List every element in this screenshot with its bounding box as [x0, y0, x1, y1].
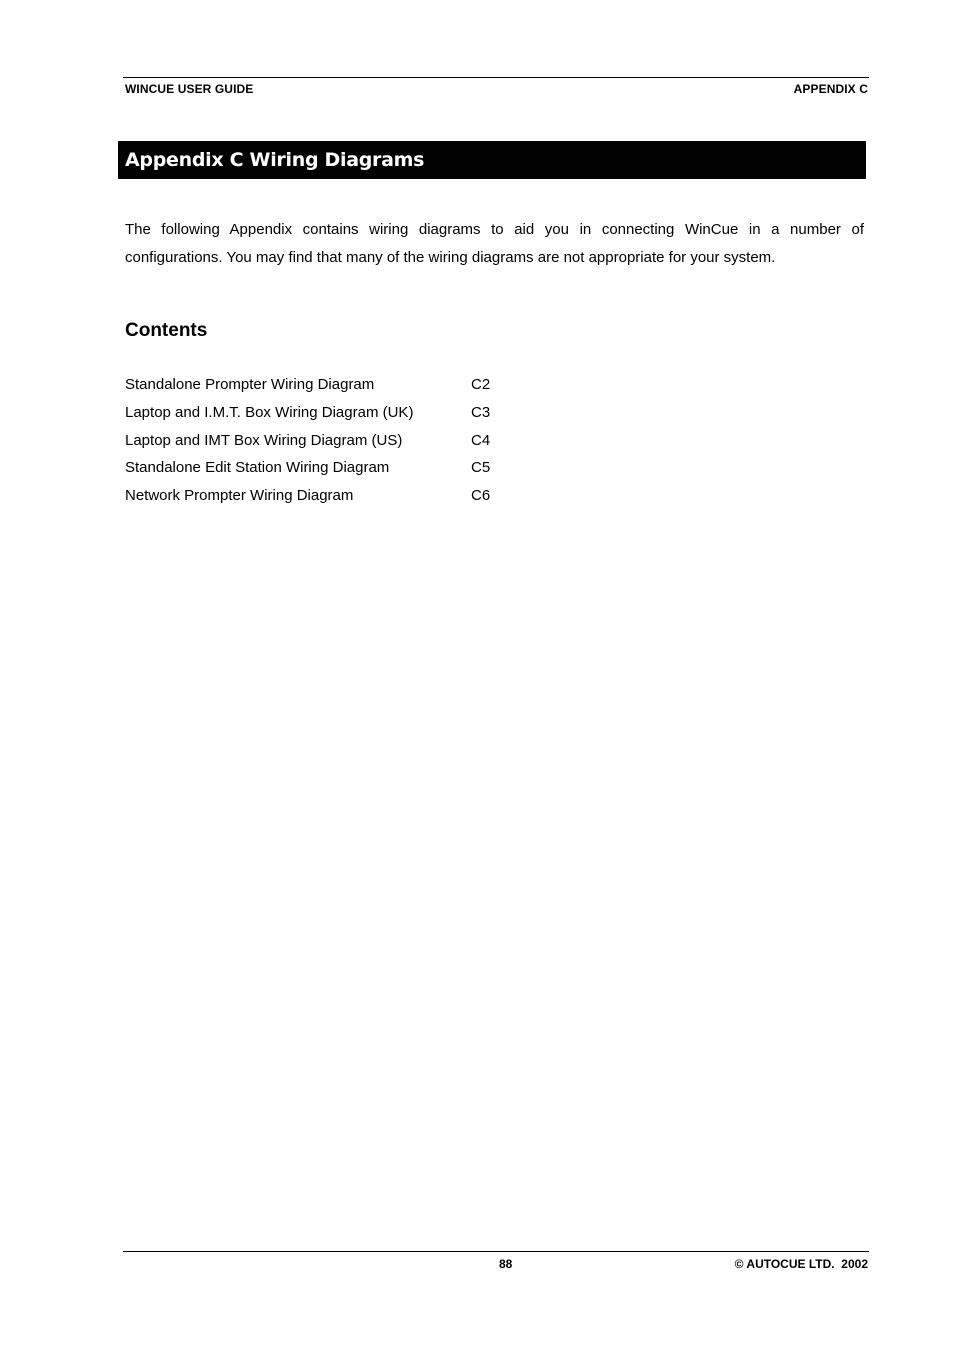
- toc-entry-title: Standalone Edit Station Wiring Diagram: [125, 459, 390, 477]
- header-document-title: WINCUE USER GUIDE: [125, 82, 254, 96]
- toc-entry-page: C6: [471, 487, 491, 504]
- page-number: 88: [499, 1257, 513, 1271]
- page-title: Appendix C Wiring Diagrams: [125, 149, 425, 171]
- toc-entry-page: C3: [471, 403, 491, 421]
- contents-heading: Contents: [125, 320, 208, 341]
- toc-entry-title: Laptop and I.M.T. Box Wiring Diagram (UK): [125, 403, 414, 421]
- copyright-icon: ©: [734, 1257, 744, 1271]
- toc-entry-title: Laptop and IMT Box Wiring Diagram (US): [125, 431, 403, 449]
- intro-paragraph: The following Appendix contains wiring diagrams to aid you in connecting WinCue in a number of configurations. You may find that many of the wiring diagrams are not appropriate for your system.: [125, 221, 864, 266]
- toc-entry[interactable]: [125, 427, 505, 455]
- toc-entry-title: Network Prompter Wiring Diagram: [125, 487, 354, 504]
- toc-entry[interactable]: [125, 371, 505, 399]
- toc-entry-page: C4: [471, 431, 491, 449]
- toc-entry[interactable]: [125, 454, 505, 482]
- toc-entry[interactable]: [125, 482, 505, 510]
- page-footer: [123, 1251, 869, 1276]
- toc-entry-title: Standalone Prompter Wiring Diagram: [125, 376, 375, 393]
- table-of-contents: [125, 371, 505, 510]
- title-bar: [118, 141, 866, 179]
- toc-entry-page: C5: [471, 459, 491, 477]
- copyright-notice: [735, 1257, 868, 1271]
- header-section: APPENDIX C: [793, 82, 868, 96]
- toc-entry-page: C2: [471, 376, 491, 393]
- copyright-text: AUTOCUE LTD. 2002: [746, 1257, 868, 1271]
- toc-entry[interactable]: [125, 399, 505, 427]
- page-header: [123, 77, 869, 100]
